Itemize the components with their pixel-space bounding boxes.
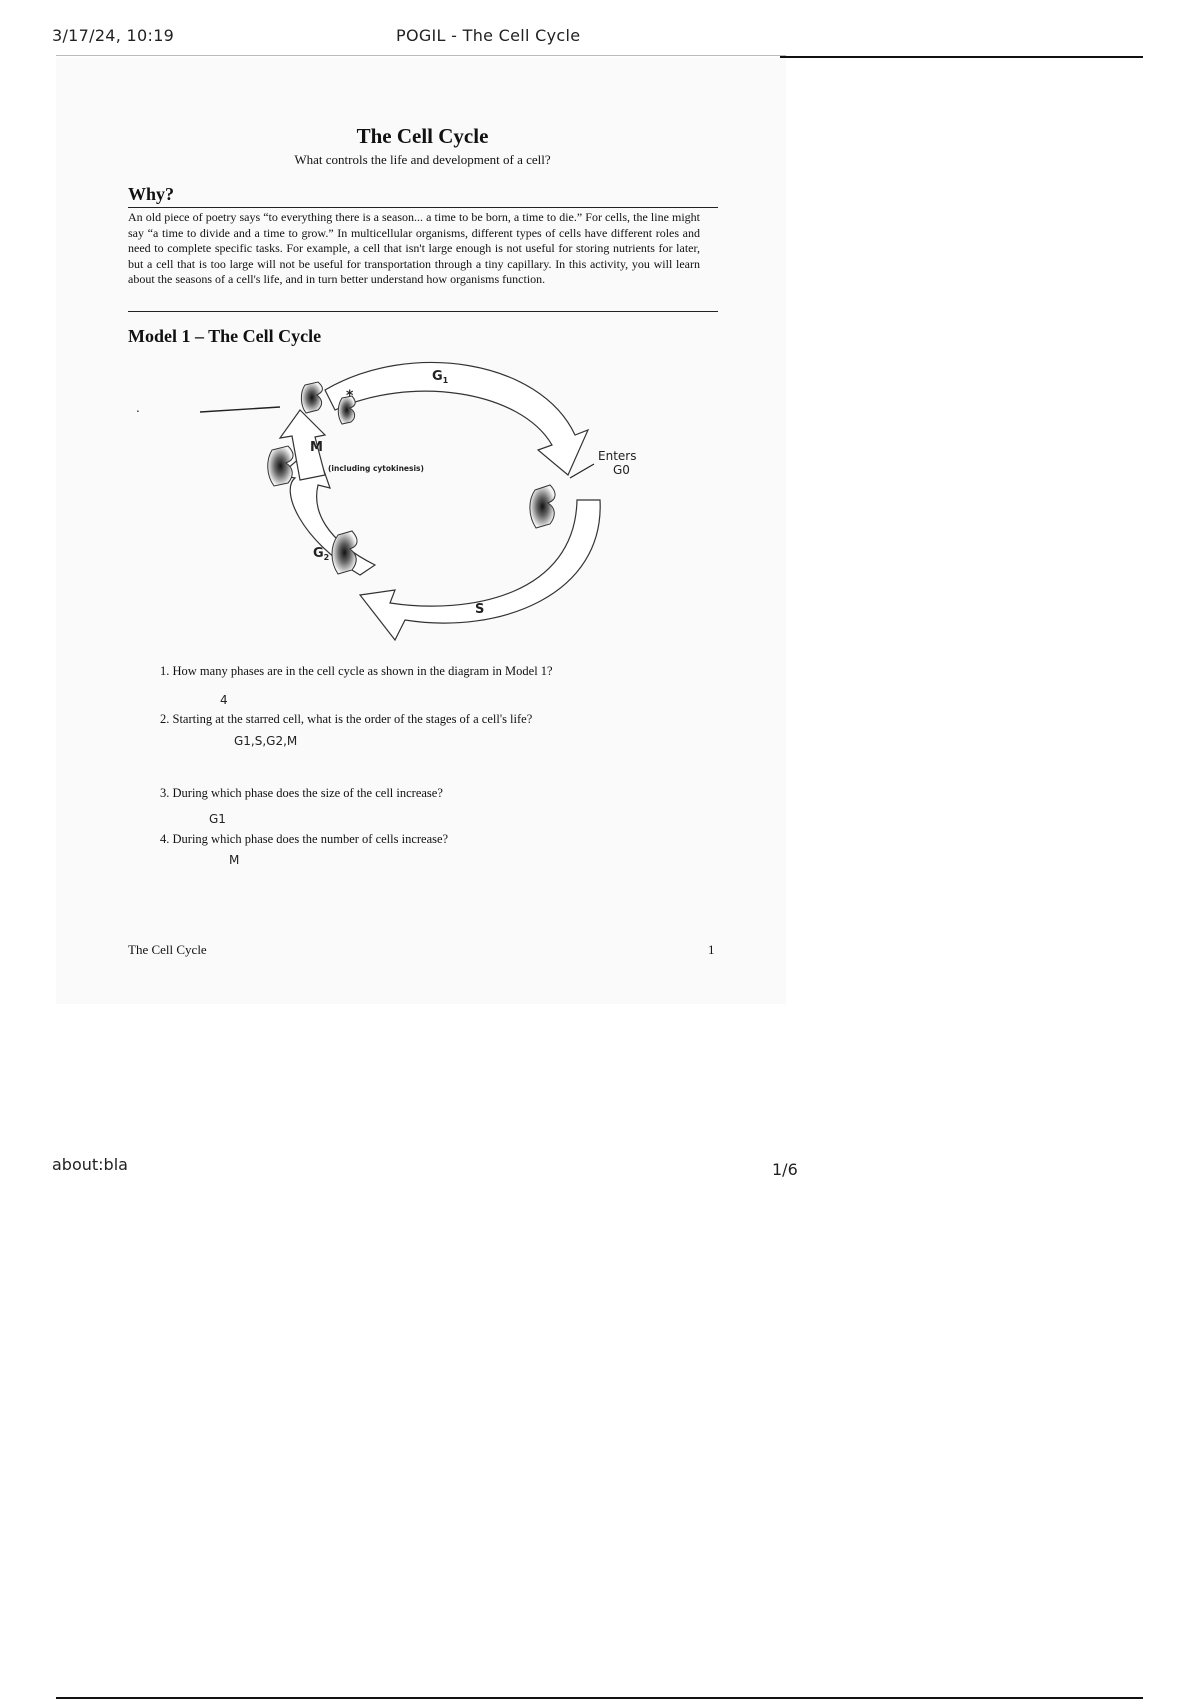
print-page-count: 1/6 — [772, 1160, 798, 1179]
question-1: 1. How many phases are in the cell cycle as shown in the diagram in Model 1? — [160, 664, 553, 678]
worksheet-page-number: 1 — [708, 942, 715, 957]
dot-mark: . — [136, 401, 140, 415]
section-rule — [128, 311, 718, 312]
g1-label: $G_1$ — [432, 369, 449, 385]
answer-1: 4 — [220, 693, 228, 707]
cell-m-phase — [268, 446, 293, 486]
print-timestamp: 3/17/24, 10:19 — [52, 26, 175, 45]
print-url: about:bla — [52, 1155, 128, 1174]
header-rule-dark — [780, 56, 1143, 58]
cell-g0-branch — [530, 485, 555, 528]
question-2: 2. Starting at the starred cell, what is the order of the stages of a cell's life? — [160, 712, 533, 726]
worksheet-title: The Cell Cycle — [356, 124, 489, 148]
g0-label: G0 — [613, 463, 630, 477]
question-3: 3. During which phase does the size of the cell increase? — [160, 786, 443, 800]
section-rule — [128, 207, 718, 208]
g1-arrow — [325, 362, 588, 475]
why-paragraph: An old piece of poetry says “to everything there is a season... a time to be born, a time to die.” For cells, the line might say “a time to divide and a time to grow.” In multicellular organisms, different types of cells have different roles and need to complete specific tasks. For example, a cell that isn't large enough is not useful for storing nutrients for later, but a cell that is too large will not be useful for transportation through a tiny capillary. In this activity, you will learn about the seasons of a cell's life, and in turn better understand how organisms function. — [128, 210, 700, 286]
m-label: M — [310, 440, 323, 455]
cell-top-left — [301, 382, 322, 413]
question-4: 4. During which phase does the number of cells increase? — [160, 832, 449, 846]
print-page-title: POGIL - The Cell Cycle — [396, 26, 581, 45]
cytokinesis-label: (including cytokinesis) — [328, 464, 424, 473]
worksheet-footer-title: The Cell Cycle — [128, 942, 207, 957]
enters-g0-line — [570, 464, 594, 478]
cell-cycle-diagram — [120, 350, 660, 670]
pointer-line — [200, 407, 280, 412]
why-heading: Why? — [128, 184, 175, 204]
s-label: S — [475, 602, 485, 617]
star-mark: * — [346, 388, 354, 404]
answer-4: M — [229, 853, 240, 867]
g2-label: $G_2$ — [313, 546, 330, 562]
answer-2: G1,S,G2,M — [234, 734, 298, 748]
enters-label: Enters — [598, 449, 637, 463]
s-arrow — [360, 500, 600, 640]
answer-3: G1 — [209, 812, 226, 826]
header-rule — [56, 55, 786, 56]
footer-rule — [56, 1697, 1143, 1699]
model-heading: Model 1 – The Cell Cycle — [128, 326, 322, 346]
worksheet-subtitle: What controls the life and development of a cell? — [294, 152, 551, 167]
